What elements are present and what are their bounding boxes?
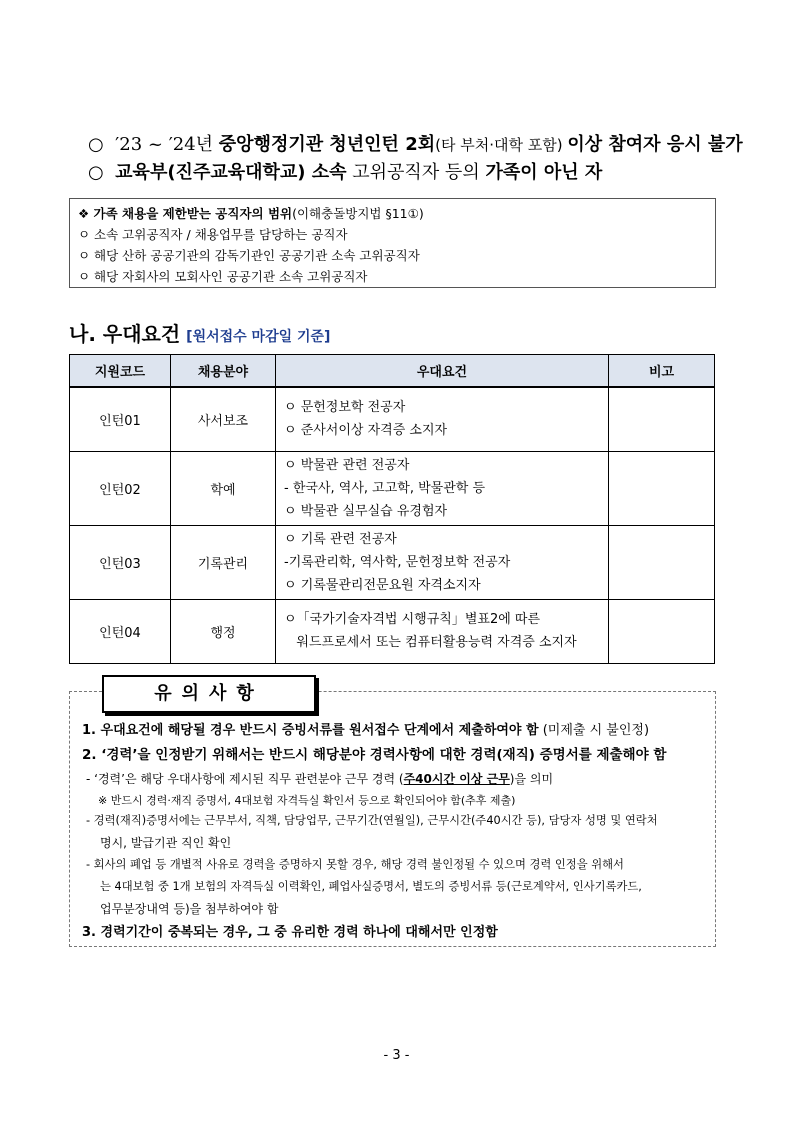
cell-note [609,451,715,525]
cell-requirements [276,387,609,451]
restriction-item: ㅇ 해당 산하 공공기관의 감독기관인 공공기관 소속 고위공직자 [78,248,420,263]
cell-requirements [276,451,609,525]
cell-field: 기록관리 [171,525,276,599]
bullet-bold: 이상 참여자 응시 불가 [567,134,743,155]
table-row [70,451,715,525]
table-row [70,525,715,599]
cell-note [609,599,715,663]
restriction-item: ㅇ 해당 자회사의 모회사인 공공기관 소속 고위공직자 [78,269,368,284]
note-1-suffix: (미제출 시 불인정) [538,723,650,738]
table-row [70,387,715,451]
detail-emphasis: 주40시간 이상 근무 [403,772,510,786]
bullet-bold: 교육부(진주교육대학교) 소속 [115,162,347,183]
note-2-detail-3: - 회사의 폐업 등 개별적 사유로 경력을 증명하지 못할 경우, 해당 경력 불인정될 수 있으며 경력 인정을 위해서 [86,858,624,871]
bullet-bold: 중앙행정기관 청년인턴 2회 [218,134,436,155]
bullet-text: (타 부처·대학 포함) [435,136,568,154]
bullet-1 [88,130,743,156]
header-requirements: 우대요건 [276,355,609,388]
family-restriction-box [69,198,716,288]
note-2-detail-1 [86,770,553,787]
table-header-row [70,355,715,388]
requirement-line: ㅇ 문헌정보학 전공자 [284,400,406,416]
detail-text: )을 의미 [509,772,554,786]
bullet-mark: ○ [88,134,104,155]
cell-field: 행정 [171,599,276,663]
note-2-detail-3-cont: 는 4대보험 중 1개 보험의 자격득실 이력확인, 폐업사실증명서, 별도의 증빙서류 등(근로계약서, 인사기록카드, [100,880,642,893]
section-heading: 나. 우대요건 [69,322,181,346]
requirement-line: ㅇ 기록물관리전문요원 자격소지자 [284,577,481,593]
bullet-2 [88,158,602,184]
note-2-detail-2-cont: 명시, 발급기관 직인 확인 [100,836,232,850]
requirement-line: -기록관리학, 역사학, 문헌정보학 전공자 [284,554,511,570]
bullet-text: 고위공직자 등의 [346,162,486,183]
note-2-detail-3-cont: 업무분장내역 등)을 첨부하여야 함 [100,902,279,916]
section-subtitle: [원서접수 마감일 기준] [186,329,331,345]
note-2-detail-2: - 경력(재직)증명서에는 근무부서, 직책, 담당업무, 근무기간(연월일), 근무시간(주40시간 등), 담당자 성명 및 연락처 [86,814,658,827]
requirement-line: ㅇ 박물관 실무실습 유경험자 [284,503,448,519]
cell-field: 학예 [171,451,276,525]
table-row [70,599,715,663]
restriction-item: ㅇ 소속 고위공직자 / 채용업무를 담당하는 공직자 [78,227,348,242]
note-1 [82,719,649,738]
note-1-text: 1. 우대요건에 해당될 경우 반드시 증빙서류를 원서접수 단계에서 제출하여야 함 [82,723,539,738]
requirement-line: ㅇ「국가기술자격법 시행규칙」별표2에 따른 [284,612,541,627]
restriction-title-law: (이해충돌방지법 §11①) [292,206,424,221]
cell-requirements [276,599,609,663]
restriction-title-bold: ❖ 가족 채용을 제한받는 공직자의 범위 [78,206,293,221]
section-title [69,318,330,347]
cell-note [609,525,715,599]
restriction-title [78,204,424,222]
header-note: 비고 [609,355,715,388]
header-field: 채용분야 [171,355,276,388]
preference-table [69,354,715,664]
cell-field: 사서보조 [171,387,276,451]
notes-title: 유의사항 [102,675,316,713]
cell-code: 인턴03 [70,525,171,599]
cell-code: 인턴02 [70,451,171,525]
requirement-line: ㅇ 준사서이상 자격증 소지자 [284,423,448,439]
requirement-line: 워드프로세서 또는 컴퓨터활용능력 자격증 소지자 [284,635,577,650]
detail-text: - ‘경력’은 해당 우대사항에 제시된 직무 관련분야 근무 경력 ( [86,772,404,786]
note-2-remark: ※ 반드시 경력·재직 증명서, 4대보험 자격득실 확인서 등으로 확인되어야 함(추후 제출) [98,794,516,807]
cell-note [609,387,715,451]
header-code: 지원코드 [70,355,171,388]
cell-code: 인턴01 [70,387,171,451]
requirement-line: ㅇ 기록 관련 전공자 [284,531,397,547]
bullet-mark: ○ [88,162,104,183]
bullet-bold: 가족이 아닌 자 [485,162,603,183]
note-3: 3. 경력기간이 중복되는 경우, 그 중 유리한 경력 하나에 대해서만 인정함 [82,925,498,940]
bullet-text: ′23 ~ ′24년 [115,134,219,155]
note-2: 2. ‘경력’을 인정받기 위해서는 반드시 해당분야 경력사항에 대한 경력(재직) 증명서를 제출해야 함 [82,747,667,763]
requirement-line: ㅇ 박물관 관련 전공자 [284,457,410,473]
notes-box [69,691,716,947]
page-number: - 3 - [383,1048,410,1063]
requirement-line: - 한국사, 역사, 고고학, 박물관학 등 [284,480,486,496]
cell-code: 인턴04 [70,599,171,663]
cell-requirements [276,525,609,599]
